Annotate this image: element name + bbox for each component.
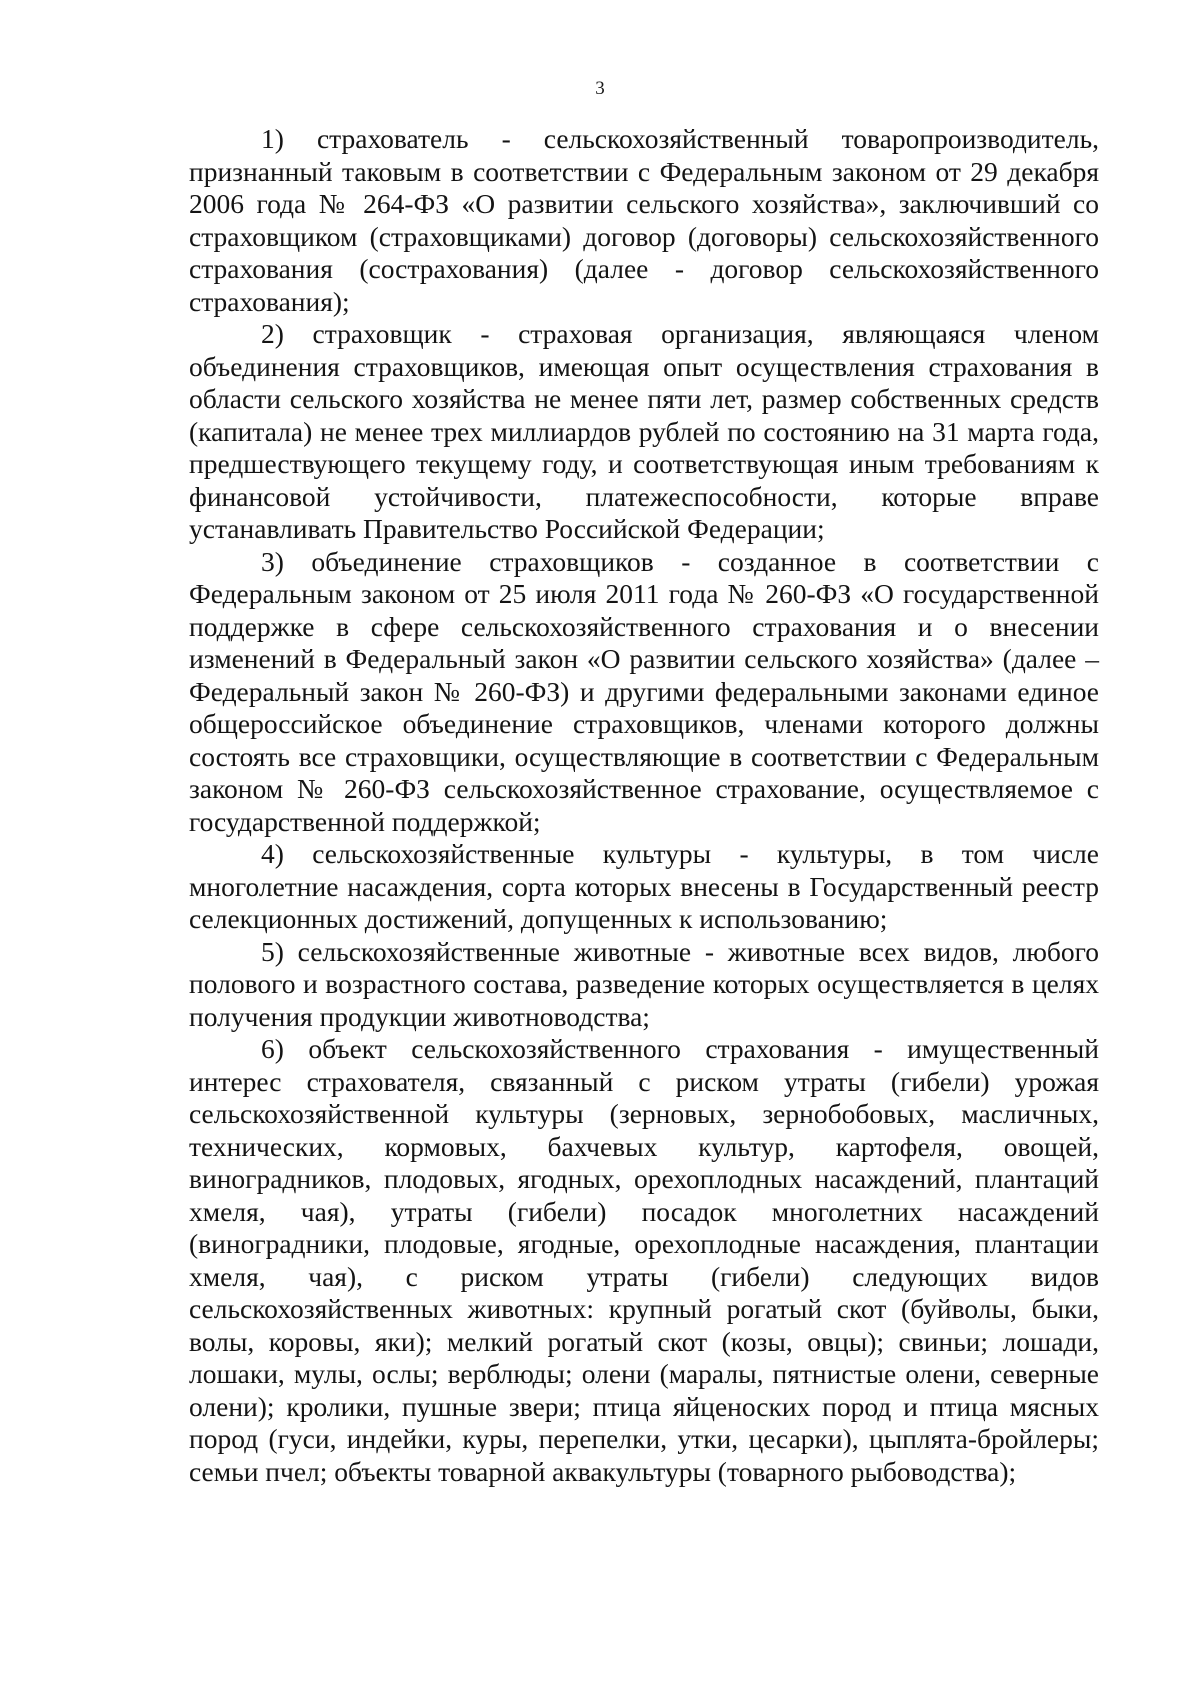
- paragraph-2-insurer: 2) страховщик - страховая организация, являющаяся членом объединения страховщиков, имеющая опыт осуществления страхования в области сельского хозяйства не менее пяти лет, размер собственных средств (капитала) не менее трех миллиардов рублей по состоянию на 31 марта года, предшествующего текущему году, и соответствующая иным требованиям к финансовой устойчивости, платежеспособности, которые вправе устанавливать Правительство Российской Федерации;: [189, 318, 1099, 544]
- paragraph-4-agricultural-crops: 4) сельскохозяйственные культуры - культуры, в том числе многолетние насаждения, сорта которых внесены в Государственный реестр селекционных достижений, допущенных к использованию;: [189, 838, 1099, 934]
- paragraph-6-insurance-object: 6) объект сельскохозяйственного страхования - имущественный интерес страхователя, связанный с риском утраты (гибели) урожая сельскохозяйственной культуры (зерновых, зернобобовых, масличных, технических, кормовых, бахчевых культур, картофеля, овощей, виноградников, плодовых, ягодных, орехоплодных насаждений, плантаций хмеля, чая), утраты (гибели) посадок многолетних насаждений (виноградники, плодовые, ягодные, орехоплодные насаждения, плантации хмеля, чая), с риском утраты (гибели) следующих видов сельскохозяйственных животных: крупный рогатый скот (буйволы, быки, волы, коровы, яки); мелкий рогатый скот (козы, овцы); свиньи; лошади, лошаки, мулы, ослы; верблюды; олени (маралы, пятнистые олени, северные олени); кролики, пушные звери; птица яйценоских пород и птица мясных пород (гуси, индейки, куры, перепелки, утки, цесарки), цыплята-бройлеры; семьи пчел; объекты товарной аквакультуры (товарного рыбоводства);: [189, 1033, 1099, 1487]
- paragraph-3-insurers-association: 3) объединение страховщиков - созданное в соответствии с Федеральным законом от 25 июля 2011 года № 260-ФЗ «О государственной поддержке в сфере сельскохозяйственного страхования и о внесении изменений в Федеральный закон «О развитии сельского хозяйства» (далее – Федеральный закон № 260-ФЗ) и другими федеральными законами единое общероссийское объединение страховщиков, членами которого должны состоять все страховщики, осуществляющие в соответствии с Федеральным законом № 260-ФЗ сельскохозяйственное страхование, осуществляемое с государственной поддержкой;: [189, 545, 1099, 837]
- document-body: [189, 123, 1099, 1488]
- paragraph-5-agricultural-animals: 5) сельскохозяйственные животные - животные всех видов, любого полового и возрастного состава, разведение которых осуществляется в целях получения продукции животноводства;: [189, 935, 1099, 1032]
- paragraph-1-policyholder: 1) страхователь - сельскохозяйственный товаропроизводитель, признанный таковым в соответствии с Федеральным законом от 29 декабря 2006 года № 264-ФЗ «О развитии сельского хозяйства», заключивший со страховщиком (страховщиками) договор (договоры) сельскохозяйственного страхования (сострахования) (далее - договор сельскохозяйственного страхования);: [189, 123, 1099, 317]
- page-number: 3: [595, 78, 605, 99]
